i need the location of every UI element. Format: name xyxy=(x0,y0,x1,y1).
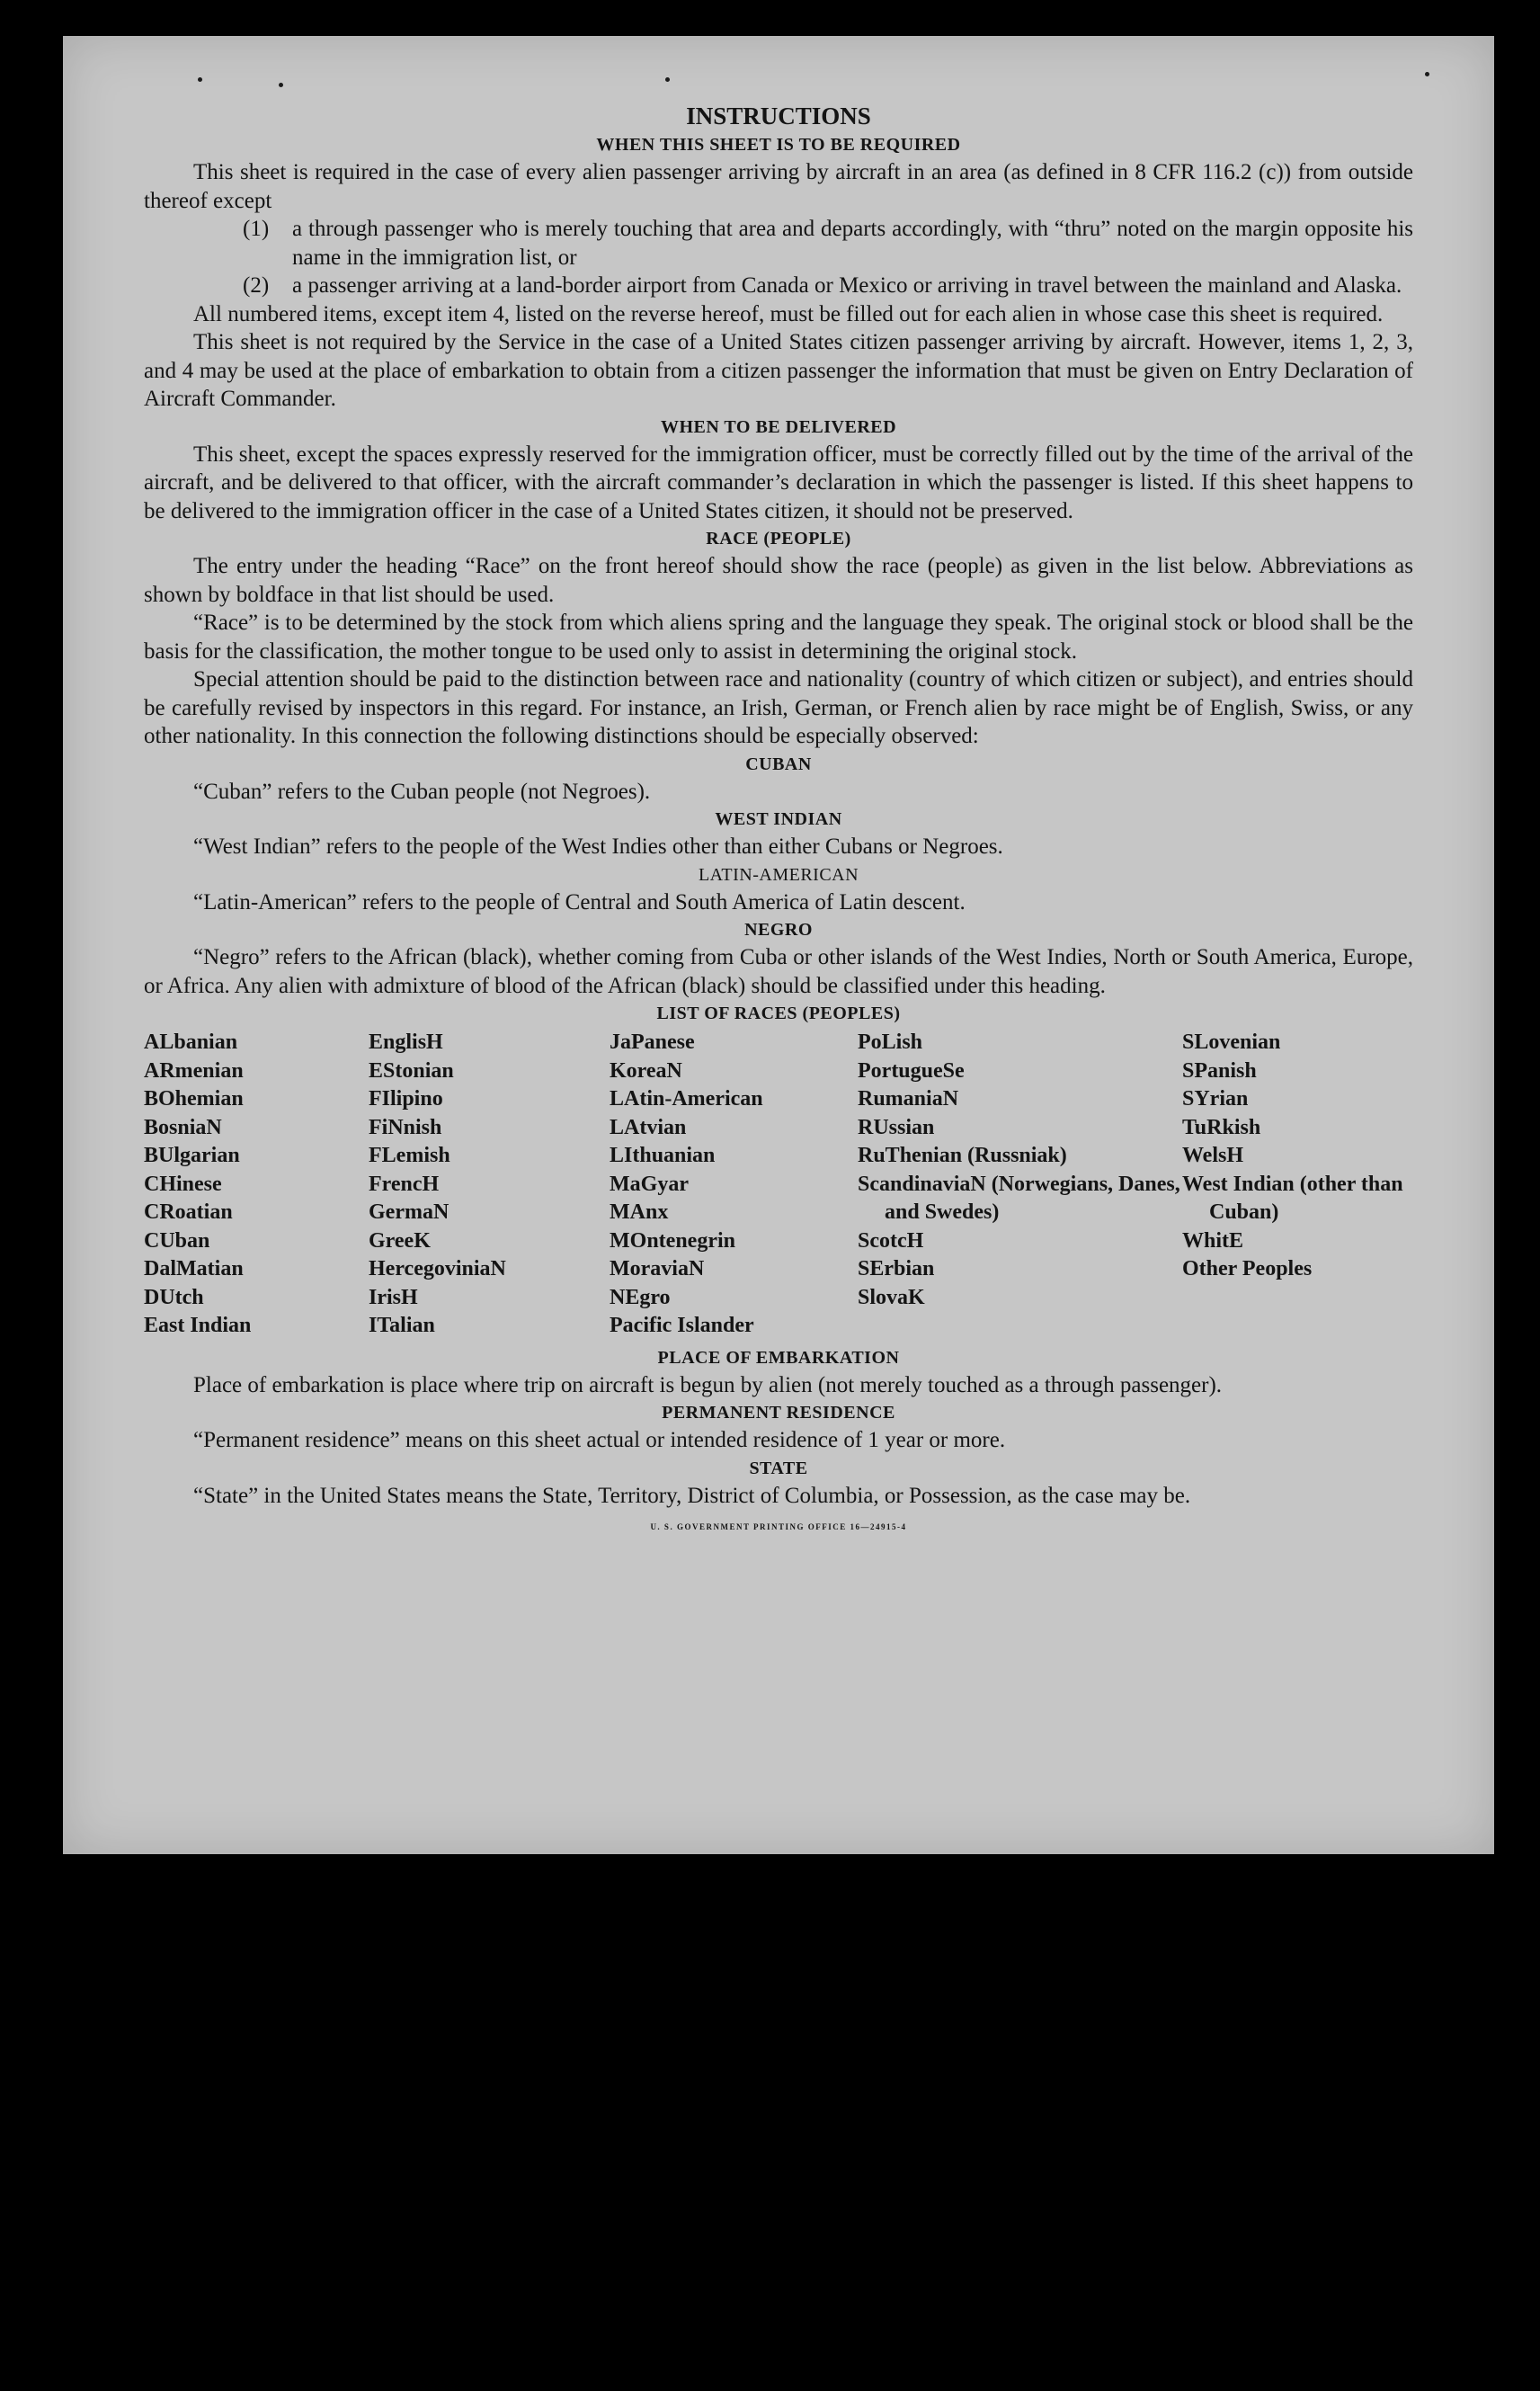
race-entry: SlovaK xyxy=(858,1285,925,1309)
paragraph: “West Indian” refers to the people of the West Indies other than either Cubans or Negroes. xyxy=(193,834,1003,859)
race-entry: ScandinaviaN (Norwegians, Danes, and Swedes) xyxy=(858,1172,1180,1224)
race-entry: HercegoviniaN xyxy=(369,1257,506,1280)
document-sheet xyxy=(63,36,1494,1854)
race-entry: DalMatian xyxy=(144,1257,244,1280)
race-entry: GreeK xyxy=(369,1228,431,1253)
section-heading: WHEN THIS SHEET IS TO BE REQUIRED xyxy=(596,135,961,155)
race-entry: East Indian xyxy=(144,1314,252,1337)
race-entry: JaPanese xyxy=(610,1030,695,1054)
race-entry: Other Peoples xyxy=(1182,1257,1313,1280)
section-heading: STATE xyxy=(749,1458,808,1478)
race-entry: TuRkish xyxy=(1182,1115,1261,1139)
race-column xyxy=(1182,1029,1413,1341)
race-entry: IrisH xyxy=(369,1285,418,1309)
race-entry: MoraviaN xyxy=(610,1257,705,1280)
speck-mark xyxy=(279,83,283,87)
paragraph: “Negro” refers to the African (black), whether coming from Cuba or other islands of the West Indies, North or South America, Europe, or Africa. Any alien with admixture of blood of the African (black) should be classified under this heading. xyxy=(144,945,1413,998)
race-entry: LAtin-American xyxy=(610,1087,763,1111)
race-entry: PortugueSe xyxy=(858,1058,965,1083)
race-entry: ScotcH xyxy=(858,1228,924,1253)
list-item xyxy=(144,215,1413,272)
race-entry: ALbanian xyxy=(144,1030,238,1054)
race-column xyxy=(144,1029,369,1341)
race-entry: MaGyar xyxy=(610,1172,689,1196)
races-list xyxy=(144,1029,1413,1341)
paragraph: This sheet is required in the case of every alien passenger arriving by aircraft in an area (as defined in 8 CFR 116.2 (c)) from outside thereof except xyxy=(144,160,1413,213)
section-heading: PLACE OF EMBARKATION xyxy=(657,1347,900,1368)
race-entry: SYrian xyxy=(1182,1087,1249,1111)
race-entry: RUssian xyxy=(858,1115,935,1139)
speck-mark xyxy=(665,77,670,82)
race-entry: FLemish xyxy=(369,1144,450,1167)
race-column xyxy=(858,1029,1182,1341)
section-heading: PERMANENT RESIDENCE xyxy=(662,1403,895,1423)
page-title: INSTRUCTIONS xyxy=(686,103,871,129)
item-number: (2) xyxy=(243,273,270,298)
paragraph: “Latin-American” refers to the people of Central and South America of Latin descent. xyxy=(193,889,966,914)
section-heading: WEST INDIAN xyxy=(715,809,842,829)
race-entry: CHinese xyxy=(144,1172,222,1196)
instructions-content xyxy=(144,101,1413,1542)
race-entry: RuThenian (Russniak) xyxy=(858,1144,1067,1167)
section-heading: CUBAN xyxy=(745,754,812,774)
race-entry: MOntenegrin xyxy=(610,1228,735,1253)
section-heading: LATIN-AMERICAN xyxy=(698,864,859,885)
paragraph: “Permanent residence” means on this sheet actual or intended residence of 1 year or more. xyxy=(193,1428,1006,1452)
race-entry: WelsH xyxy=(1182,1144,1244,1167)
paragraph: Special attention should be paid to the distinction between race and nationality (country of which citizen or subject), and entries should be carefully revised by inspectors in this regard. For instance, an Irish, German, or French alien by race might be of English, Swiss, or any other nationality. In this connection the following distinctions should be especially observed: xyxy=(144,667,1413,748)
race-entry: SPanish xyxy=(1182,1058,1257,1083)
race-entry: SLovenian xyxy=(1182,1030,1281,1054)
paragraph: This sheet, except the spaces expressly reserved for the immigration officer, must be correctly filled out by the time of the arrival of the aircraft, and be delivered to that officer, with the aircraft commander’s declaration in which the passenger is listed. If this sheet happens to be delivered to the immigration officer in the case of a United States citizen, it should not be preserved. xyxy=(144,442,1413,523)
race-entry: DUtch xyxy=(144,1285,204,1309)
section-heading: WHEN TO BE DELIVERED xyxy=(660,416,897,437)
section-heading: RACE (PEOPLE) xyxy=(706,529,851,549)
paragraph: This sheet is not required by the Service in the case of a United States citizen passenger arriving by aircraft. However, items 1, 2, 3, and 4 may be used at the place of embarkation to obtain from a citizen passenger the information that must be given on Entry Declaration of Aircraft Commander. xyxy=(144,330,1413,411)
race-column xyxy=(610,1029,858,1341)
list-item xyxy=(144,272,1413,300)
race-entry: LAtvian xyxy=(610,1115,687,1139)
race-entry: Pacific Islander xyxy=(610,1314,754,1337)
speck-mark xyxy=(198,77,202,82)
race-entry: FiNnish xyxy=(369,1115,442,1139)
paragraph: All numbered items, except item 4, listed on the reverse hereof, must be filled out for each alien in whose case this sheet is required. xyxy=(193,301,1384,326)
paragraph: “Cuban” refers to the Cuban people (not Negroes). xyxy=(193,779,651,804)
race-entry: FrencH xyxy=(369,1172,440,1196)
race-entry: ARmenian xyxy=(144,1058,244,1083)
printing-office-imprint: U. S. GOVERNMENT PRINTING OFFICE 16—24915-4 xyxy=(650,1522,907,1531)
race-entry: CRoatian xyxy=(144,1200,233,1224)
race-entry: CUban xyxy=(144,1228,210,1253)
race-entry: MAnx xyxy=(610,1200,669,1224)
race-entry: FIlipino xyxy=(369,1087,443,1111)
paragraph: “Race” is to be determined by the stock from which aliens spring and the language they speak. The original stock or blood shall be the basis for the classification, the mother tongue to be used only to assist in determining the original stock. xyxy=(144,611,1413,664)
race-entry: BosniaN xyxy=(144,1115,222,1139)
race-entry: SErbian xyxy=(858,1257,935,1280)
race-entry: EStonian xyxy=(369,1058,454,1083)
speck-mark xyxy=(1425,72,1429,76)
paragraph: Place of embarkation is place where trip on aircraft is begun by alien (not merely touched as a through passenger). xyxy=(193,1372,1223,1397)
race-entry: EnglisH xyxy=(369,1030,443,1054)
item-number: (1) xyxy=(243,217,270,241)
race-entry: RumaniaN xyxy=(858,1087,959,1111)
race-entry: NEgro xyxy=(610,1285,671,1309)
paragraph: The entry under the heading “Race” on the front hereof should show the race (people) as given in the list below. Abbreviations as shown by boldface in that list should be used. xyxy=(144,554,1413,607)
race-entry: ITalian xyxy=(369,1314,435,1337)
race-column xyxy=(369,1029,610,1341)
race-entry: BUlgarian xyxy=(144,1144,240,1167)
item-text: a through passenger who is merely touching that area and departs accordingly, with “thru” noted on the margin opposite his name in the immigration list, or xyxy=(292,217,1413,270)
race-entry: WhitE xyxy=(1182,1228,1244,1253)
race-entry: GermaN xyxy=(369,1200,450,1224)
race-entry: KoreaN xyxy=(610,1058,682,1083)
race-entry: West Indian (other than Cuban) xyxy=(1182,1172,1403,1224)
race-entry: LIthuanian xyxy=(610,1144,716,1167)
section-heading: LIST OF RACES (PEOPLES) xyxy=(656,1004,901,1023)
race-entry: PoLish xyxy=(858,1030,923,1054)
race-entry: BOhemian xyxy=(144,1087,244,1111)
paragraph: “State” in the United States means the State, Territory, District of Columbia, or Possession, as the case may be. xyxy=(193,1483,1191,1508)
section-heading: NEGRO xyxy=(744,920,813,940)
item-text: a passenger arriving at a land-border airport from Canada or Mexico or arriving in travel between the mainland and Alaska. xyxy=(292,273,1402,298)
